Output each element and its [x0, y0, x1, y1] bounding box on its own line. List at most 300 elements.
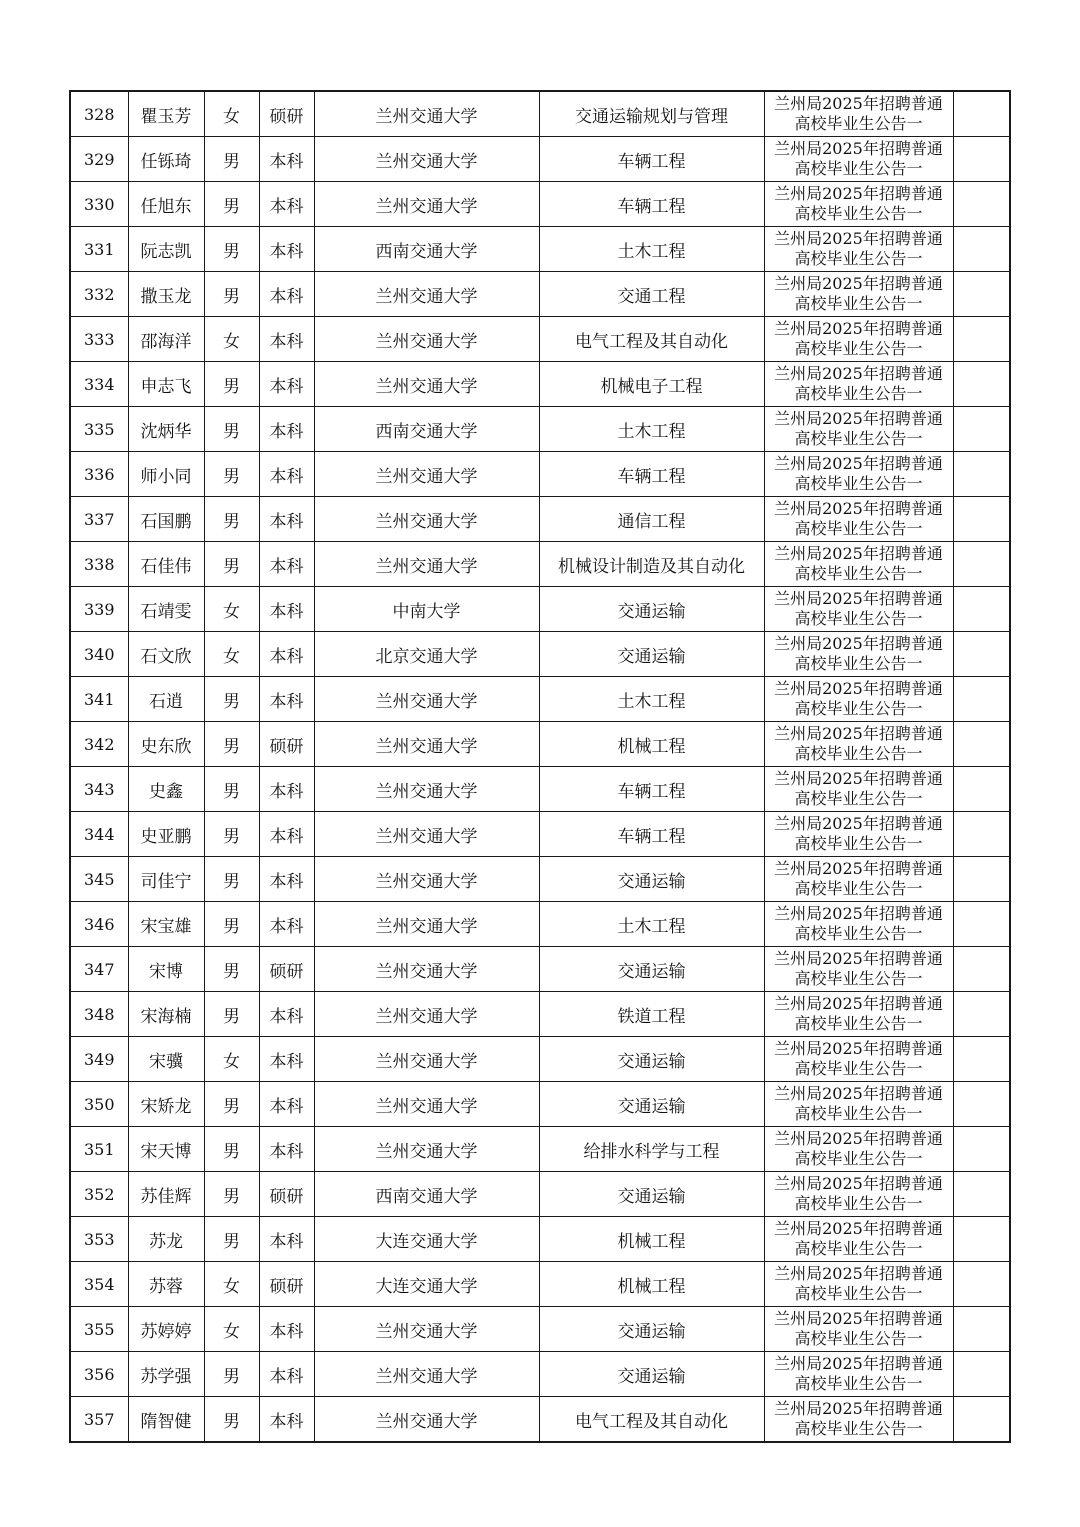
cell-degree: 硕研	[259, 947, 314, 992]
cell-name: 史亚鹏	[128, 812, 204, 857]
cell-school: 兰州交通大学	[314, 857, 539, 902]
table-row	[70, 947, 1010, 992]
cell-school: 西南交通大学	[314, 407, 539, 452]
note-line-2: 高校毕业生公告一	[794, 744, 923, 763]
note-line-2: 高校毕业生公告一	[794, 1284, 923, 1303]
note-line-1: 兰州局2025年招聘普通	[774, 1129, 943, 1148]
cell-remark	[953, 1172, 1010, 1217]
cell-note	[764, 1172, 953, 1217]
table-row	[70, 362, 1010, 407]
note-line-2: 高校毕业生公告一	[794, 834, 923, 853]
note-line-2: 高校毕业生公告一	[794, 924, 923, 943]
cell-degree: 本科	[259, 677, 314, 722]
note-line-2: 高校毕业生公告一	[794, 879, 923, 898]
cell-note	[764, 1217, 953, 1262]
cell-note	[764, 767, 953, 812]
cell-remark	[953, 902, 1010, 947]
cell-note	[764, 1307, 953, 1352]
cell-note	[764, 91, 953, 137]
cell-number: 343	[70, 767, 128, 812]
table-row	[70, 722, 1010, 767]
cell-gender: 男	[204, 992, 259, 1037]
cell-school: 兰州交通大学	[314, 91, 539, 137]
note-line-1: 兰州局2025年招聘普通	[774, 814, 943, 833]
cell-number: 357	[70, 1397, 128, 1443]
cell-degree: 本科	[259, 587, 314, 632]
cell-school: 兰州交通大学	[314, 452, 539, 497]
cell-major: 交通运输	[539, 1037, 764, 1082]
note-line-2: 高校毕业生公告一	[794, 249, 923, 268]
cell-name: 宋宝雄	[128, 902, 204, 947]
table-row	[70, 542, 1010, 587]
cell-school: 兰州交通大学	[314, 767, 539, 812]
cell-remark	[953, 272, 1010, 317]
table-row	[70, 632, 1010, 677]
cell-major: 车辆工程	[539, 137, 764, 182]
cell-note	[764, 1397, 953, 1443]
cell-name: 苏佳辉	[128, 1172, 204, 1217]
cell-remark	[953, 1307, 1010, 1352]
cell-degree: 本科	[259, 767, 314, 812]
table-row	[70, 407, 1010, 452]
cell-note	[764, 137, 953, 182]
note-line-1: 兰州局2025年招聘普通	[774, 769, 943, 788]
cell-school: 兰州交通大学	[314, 1082, 539, 1127]
cell-school: 兰州交通大学	[314, 1397, 539, 1443]
cell-degree: 本科	[259, 1397, 314, 1443]
note-line-2: 高校毕业生公告一	[794, 339, 923, 358]
cell-note	[764, 227, 953, 272]
note-line-1: 兰州局2025年招聘普通	[774, 544, 943, 563]
note-line-1: 兰州局2025年招聘普通	[774, 274, 943, 293]
note-line-1: 兰州局2025年招聘普通	[774, 1399, 943, 1418]
cell-remark	[953, 1352, 1010, 1397]
cell-major: 土木工程	[539, 902, 764, 947]
cell-gender: 男	[204, 1352, 259, 1397]
note-line-1: 兰州局2025年招聘普通	[774, 724, 943, 743]
cell-name: 史东欣	[128, 722, 204, 767]
table-row	[70, 452, 1010, 497]
cell-major: 交通运输	[539, 587, 764, 632]
cell-degree: 本科	[259, 632, 314, 677]
note-line-2: 高校毕业生公告一	[794, 789, 923, 808]
cell-gender: 男	[204, 542, 259, 587]
cell-gender: 男	[204, 722, 259, 767]
cell-name: 撒玉龙	[128, 272, 204, 317]
cell-name: 宋博	[128, 947, 204, 992]
cell-number: 347	[70, 947, 128, 992]
cell-remark	[953, 1082, 1010, 1127]
cell-major: 机械工程	[539, 722, 764, 767]
table-body	[70, 91, 1010, 1442]
cell-number: 340	[70, 632, 128, 677]
note-line-2: 高校毕业生公告一	[794, 114, 923, 133]
cell-major: 电气工程及其自动化	[539, 1397, 764, 1443]
cell-number: 338	[70, 542, 128, 587]
cell-school: 兰州交通大学	[314, 497, 539, 542]
table-row	[70, 1307, 1010, 1352]
note-line-1: 兰州局2025年招聘普通	[774, 409, 943, 428]
cell-note	[764, 542, 953, 587]
cell-degree: 本科	[259, 182, 314, 227]
cell-gender: 男	[204, 272, 259, 317]
note-line-1: 兰州局2025年招聘普通	[774, 94, 943, 113]
cell-degree: 硕研	[259, 91, 314, 137]
cell-number: 330	[70, 182, 128, 227]
cell-note	[764, 1037, 953, 1082]
cell-major: 机械电子工程	[539, 362, 764, 407]
cell-remark	[953, 857, 1010, 902]
note-line-1: 兰州局2025年招聘普通	[774, 994, 943, 1013]
table-row	[70, 767, 1010, 812]
cell-remark	[953, 1217, 1010, 1262]
cell-major: 土木工程	[539, 407, 764, 452]
table-row	[70, 677, 1010, 722]
cell-name: 任旭东	[128, 182, 204, 227]
note-line-2: 高校毕业生公告一	[794, 1194, 923, 1213]
cell-gender: 男	[204, 812, 259, 857]
cell-remark	[953, 182, 1010, 227]
table-row	[70, 91, 1010, 137]
cell-number: 354	[70, 1262, 128, 1307]
table-row	[70, 1262, 1010, 1307]
cell-school: 兰州交通大学	[314, 362, 539, 407]
cell-school: 西南交通大学	[314, 227, 539, 272]
cell-gender: 男	[204, 677, 259, 722]
candidate-table	[69, 90, 1011, 1443]
cell-remark	[953, 1127, 1010, 1172]
cell-school: 兰州交通大学	[314, 722, 539, 767]
note-line-1: 兰州局2025年招聘普通	[774, 1354, 943, 1373]
cell-school: 兰州交通大学	[314, 1352, 539, 1397]
cell-remark	[953, 1262, 1010, 1307]
cell-major: 给排水科学与工程	[539, 1127, 764, 1172]
cell-degree: 硕研	[259, 722, 314, 767]
cell-name: 瞿玉芳	[128, 91, 204, 137]
cell-gender: 男	[204, 902, 259, 947]
cell-major: 电气工程及其自动化	[539, 317, 764, 362]
cell-number: 331	[70, 227, 128, 272]
note-line-1: 兰州局2025年招聘普通	[774, 904, 943, 923]
cell-gender: 女	[204, 317, 259, 362]
cell-remark	[953, 1397, 1010, 1443]
table-row	[70, 857, 1010, 902]
cell-name: 申志飞	[128, 362, 204, 407]
note-line-2: 高校毕业生公告一	[794, 429, 923, 448]
cell-name: 石国鹏	[128, 497, 204, 542]
cell-degree: 本科	[259, 1307, 314, 1352]
cell-degree: 本科	[259, 1127, 314, 1172]
cell-note	[764, 947, 953, 992]
note-line-1: 兰州局2025年招聘普通	[774, 1309, 943, 1328]
cell-major: 交通运输	[539, 1172, 764, 1217]
cell-major: 车辆工程	[539, 182, 764, 227]
cell-note	[764, 812, 953, 857]
cell-school: 西南交通大学	[314, 1172, 539, 1217]
table-row	[70, 1127, 1010, 1172]
cell-gender: 男	[204, 1127, 259, 1172]
note-line-1: 兰州局2025年招聘普通	[774, 364, 943, 383]
table-row	[70, 812, 1010, 857]
cell-name: 宋天博	[128, 1127, 204, 1172]
cell-major: 交通运输	[539, 632, 764, 677]
cell-number: 349	[70, 1037, 128, 1082]
cell-gender: 男	[204, 947, 259, 992]
cell-gender: 男	[204, 407, 259, 452]
cell-major: 机械工程	[539, 1217, 764, 1262]
cell-number: 350	[70, 1082, 128, 1127]
cell-major: 机械工程	[539, 1262, 764, 1307]
cell-gender: 男	[204, 1217, 259, 1262]
cell-gender: 男	[204, 452, 259, 497]
table-row	[70, 182, 1010, 227]
note-line-2: 高校毕业生公告一	[794, 699, 923, 718]
cell-number: 346	[70, 902, 128, 947]
cell-note	[764, 632, 953, 677]
cell-remark	[953, 812, 1010, 857]
cell-note	[764, 272, 953, 317]
note-line-2: 高校毕业生公告一	[794, 654, 923, 673]
cell-degree: 本科	[259, 497, 314, 542]
note-line-1: 兰州局2025年招聘普通	[774, 1039, 943, 1058]
cell-school: 兰州交通大学	[314, 182, 539, 227]
note-line-2: 高校毕业生公告一	[794, 204, 923, 223]
note-line-2: 高校毕业生公告一	[794, 564, 923, 583]
cell-remark	[953, 452, 1010, 497]
cell-gender: 女	[204, 91, 259, 137]
cell-remark	[953, 227, 1010, 272]
cell-major: 交通运输	[539, 1082, 764, 1127]
note-line-2: 高校毕业生公告一	[794, 1374, 923, 1393]
note-line-2: 高校毕业生公告一	[794, 474, 923, 493]
cell-major: 车辆工程	[539, 812, 764, 857]
cell-note	[764, 857, 953, 902]
cell-major: 土木工程	[539, 677, 764, 722]
table-row	[70, 497, 1010, 542]
cell-major: 交通运输	[539, 947, 764, 992]
table-row	[70, 1217, 1010, 1262]
cell-gender: 男	[204, 1397, 259, 1443]
cell-number: 334	[70, 362, 128, 407]
cell-school: 兰州交通大学	[314, 947, 539, 992]
cell-school: 兰州交通大学	[314, 812, 539, 857]
cell-note	[764, 1127, 953, 1172]
cell-gender: 男	[204, 497, 259, 542]
cell-school: 兰州交通大学	[314, 992, 539, 1037]
note-line-1: 兰州局2025年招聘普通	[774, 949, 943, 968]
cell-degree: 本科	[259, 1037, 314, 1082]
cell-number: 335	[70, 407, 128, 452]
cell-gender: 男	[204, 857, 259, 902]
note-line-1: 兰州局2025年招聘普通	[774, 634, 943, 653]
cell-name: 石靖雯	[128, 587, 204, 632]
cell-name: 史鑫	[128, 767, 204, 812]
cell-number: 344	[70, 812, 128, 857]
note-line-1: 兰州局2025年招聘普通	[774, 1264, 943, 1283]
table-row	[70, 902, 1010, 947]
table-row	[70, 137, 1010, 182]
cell-degree: 本科	[259, 992, 314, 1037]
cell-name: 隋智健	[128, 1397, 204, 1443]
cell-number: 337	[70, 497, 128, 542]
cell-school: 兰州交通大学	[314, 542, 539, 587]
cell-remark	[953, 407, 1010, 452]
cell-school: 兰州交通大学	[314, 137, 539, 182]
cell-major: 交通运输规划与管理	[539, 91, 764, 137]
cell-remark	[953, 137, 1010, 182]
note-line-1: 兰州局2025年招聘普通	[774, 1084, 943, 1103]
cell-remark	[953, 947, 1010, 992]
cell-gender: 男	[204, 1172, 259, 1217]
table-row	[70, 1397, 1010, 1443]
cell-gender: 女	[204, 1262, 259, 1307]
cell-number: 333	[70, 317, 128, 362]
cell-note	[764, 407, 953, 452]
cell-major: 车辆工程	[539, 452, 764, 497]
cell-name: 石佳伟	[128, 542, 204, 587]
note-line-2: 高校毕业生公告一	[794, 159, 923, 178]
cell-degree: 本科	[259, 407, 314, 452]
cell-number: 341	[70, 677, 128, 722]
cell-remark	[953, 722, 1010, 767]
cell-school: 大连交通大学	[314, 1262, 539, 1307]
cell-degree: 本科	[259, 812, 314, 857]
cell-name: 苏蓉	[128, 1262, 204, 1307]
cell-number: 332	[70, 272, 128, 317]
cell-school: 中南大学	[314, 587, 539, 632]
cell-name: 阮志凯	[128, 227, 204, 272]
cell-degree: 本科	[259, 317, 314, 362]
table-row	[70, 1037, 1010, 1082]
cell-major: 通信工程	[539, 497, 764, 542]
note-line-2: 高校毕业生公告一	[794, 519, 923, 538]
cell-degree: 硕研	[259, 1172, 314, 1217]
cell-degree: 本科	[259, 272, 314, 317]
note-line-1: 兰州局2025年招聘普通	[774, 589, 943, 608]
cell-number: 356	[70, 1352, 128, 1397]
note-line-2: 高校毕业生公告一	[794, 1014, 923, 1033]
note-line-1: 兰州局2025年招聘普通	[774, 499, 943, 518]
cell-gender: 男	[204, 137, 259, 182]
cell-name: 宋骥	[128, 1037, 204, 1082]
cell-gender: 女	[204, 1037, 259, 1082]
cell-gender: 男	[204, 182, 259, 227]
note-line-1: 兰州局2025年招聘普通	[774, 1174, 943, 1193]
cell-name: 宋海楠	[128, 992, 204, 1037]
cell-school: 兰州交通大学	[314, 677, 539, 722]
note-line-1: 兰州局2025年招聘普通	[774, 184, 943, 203]
cell-note	[764, 497, 953, 542]
cell-degree: 本科	[259, 1352, 314, 1397]
cell-number: 348	[70, 992, 128, 1037]
cell-number: 355	[70, 1307, 128, 1352]
cell-note	[764, 677, 953, 722]
cell-remark	[953, 677, 1010, 722]
cell-school: 大连交通大学	[314, 1217, 539, 1262]
cell-school: 兰州交通大学	[314, 317, 539, 362]
cell-note	[764, 452, 953, 497]
table-row	[70, 1172, 1010, 1217]
cell-number: 351	[70, 1127, 128, 1172]
cell-degree: 本科	[259, 362, 314, 407]
note-line-1: 兰州局2025年招聘普通	[774, 1219, 943, 1238]
cell-name: 苏学强	[128, 1352, 204, 1397]
cell-gender: 女	[204, 587, 259, 632]
cell-school: 兰州交通大学	[314, 272, 539, 317]
note-line-1: 兰州局2025年招聘普通	[774, 229, 943, 248]
cell-major: 铁道工程	[539, 992, 764, 1037]
cell-remark	[953, 1037, 1010, 1082]
cell-degree: 本科	[259, 1217, 314, 1262]
cell-name: 宋矫龙	[128, 1082, 204, 1127]
cell-note	[764, 182, 953, 227]
cell-degree: 本科	[259, 902, 314, 947]
table-row	[70, 1082, 1010, 1127]
cell-degree: 本科	[259, 137, 314, 182]
cell-name: 沈炳华	[128, 407, 204, 452]
note-line-2: 高校毕业生公告一	[794, 1059, 923, 1078]
cell-major: 土木工程	[539, 227, 764, 272]
cell-degree: 本科	[259, 1082, 314, 1127]
cell-remark	[953, 362, 1010, 407]
cell-note	[764, 1352, 953, 1397]
cell-note	[764, 722, 953, 767]
cell-gender: 女	[204, 1307, 259, 1352]
cell-number: 342	[70, 722, 128, 767]
note-line-1: 兰州局2025年招聘普通	[774, 139, 943, 158]
cell-name: 石文欣	[128, 632, 204, 677]
note-line-2: 高校毕业生公告一	[794, 969, 923, 988]
cell-major: 交通运输	[539, 1307, 764, 1352]
table-row	[70, 992, 1010, 1037]
cell-remark	[953, 992, 1010, 1037]
note-line-2: 高校毕业生公告一	[794, 1239, 923, 1258]
cell-note	[764, 1082, 953, 1127]
cell-remark	[953, 317, 1010, 362]
cell-number: 339	[70, 587, 128, 632]
cell-gender: 女	[204, 632, 259, 677]
cell-remark	[953, 632, 1010, 677]
note-line-2: 高校毕业生公告一	[794, 294, 923, 313]
cell-number: 336	[70, 452, 128, 497]
cell-major: 交通工程	[539, 272, 764, 317]
cell-gender: 男	[204, 1082, 259, 1127]
note-line-2: 高校毕业生公告一	[794, 1104, 923, 1123]
cell-number: 329	[70, 137, 128, 182]
cell-degree: 本科	[259, 227, 314, 272]
cell-gender: 男	[204, 362, 259, 407]
cell-major: 机械设计制造及其自动化	[539, 542, 764, 587]
note-line-1: 兰州局2025年招聘普通	[774, 319, 943, 338]
note-line-1: 兰州局2025年招聘普通	[774, 859, 943, 878]
cell-note	[764, 587, 953, 632]
cell-note	[764, 1262, 953, 1307]
cell-name: 司佳宁	[128, 857, 204, 902]
table-row	[70, 317, 1010, 362]
cell-number: 328	[70, 91, 128, 137]
table-row	[70, 272, 1010, 317]
cell-degree: 本科	[259, 857, 314, 902]
note-line-2: 高校毕业生公告一	[794, 384, 923, 403]
cell-major: 交通运输	[539, 857, 764, 902]
cell-major: 车辆工程	[539, 767, 764, 812]
cell-school: 兰州交通大学	[314, 902, 539, 947]
cell-degree: 本科	[259, 542, 314, 587]
cell-number: 352	[70, 1172, 128, 1217]
cell-remark	[953, 587, 1010, 632]
cell-name: 苏婷婷	[128, 1307, 204, 1352]
cell-name: 苏龙	[128, 1217, 204, 1262]
